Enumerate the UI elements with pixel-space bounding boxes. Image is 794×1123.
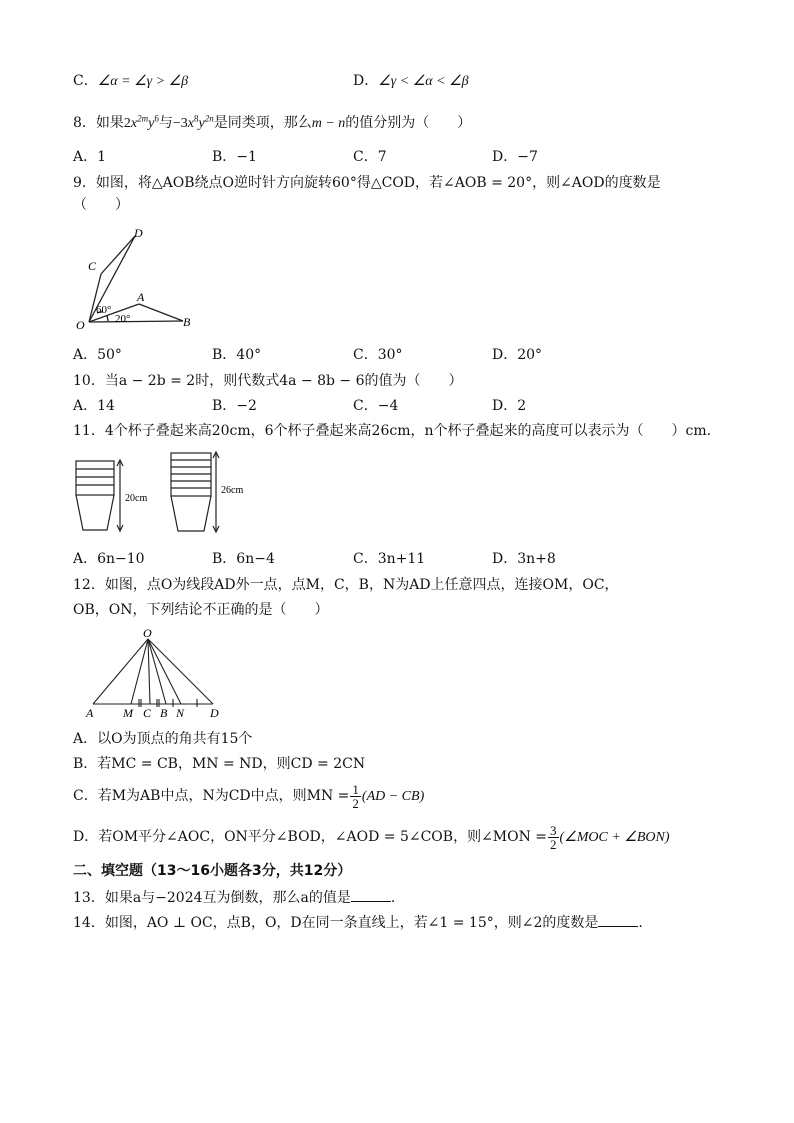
q12-line-on: [148, 639, 181, 704]
q12-label-m: M: [123, 706, 133, 720]
q10-option-c: C．−4: [353, 398, 399, 414]
q9-label-60: 60°: [96, 304, 112, 316]
q11-option-c: C．3n+11: [353, 551, 426, 567]
q9-arc-20: [107, 316, 108, 321]
q12-option-c-fraction: $\frac{1}{2}$: [352, 781, 359, 811]
q11-label-20cm: 20cm: [125, 493, 148, 504]
q12-line-od: [148, 639, 213, 704]
q13-stem: 13．如果a与−2024互为倒数，那么a的值是 .: [73, 887, 395, 908]
q7-option-c: C．∠α = ∠γ > ∠β: [73, 73, 189, 89]
q12-label-d: D: [210, 706, 219, 720]
q7-option-d: D．∠γ < ∠α < ∠β: [353, 73, 469, 89]
q8-option-b: B．−1: [212, 149, 257, 165]
q8-option-a: A．1: [73, 149, 107, 165]
q12-label-c: C: [143, 706, 152, 720]
q10-option-a: A．14: [73, 398, 115, 414]
q9-paren: （ ）: [73, 197, 129, 213]
q12-option-d-fraction: $\frac{3}{2}$: [550, 822, 557, 852]
q12-option-c: C．若M为AB中点，N为CD中点，则MN = $\frac{1}{2}$ (AD − CB): [73, 781, 425, 811]
q11-cup-base-right: [171, 496, 211, 531]
q12-stem-line2: OB，ON，下列结论不正确的是（ ）: [73, 602, 329, 618]
section-2-title: 二、填空题（13～16小题各3分，共12分）: [73, 863, 352, 879]
q11-stem: 11．4个杯子叠起来高20cm，6个杯子叠起来高26cm，n个杯子叠起来的高度可以表示为（ ）cm.: [73, 423, 712, 439]
q9-option-a: A．50°: [73, 347, 122, 363]
q10-stem: 10．当a − 2b = 2时，则代数式4a − 8b − 6的值为（ ）: [73, 373, 463, 389]
q9-label-o: O: [76, 318, 85, 332]
q11-figure: [73, 448, 258, 538]
q9-stem: 9．如图，将△AOB绕点O逆时针方向旋转60°得△COD，若∠AOB = 20°，则∠AOD的度数是: [73, 175, 661, 191]
q12-label-b: B: [160, 706, 168, 720]
q12-label-n: N: [176, 706, 185, 720]
q12-option-a: A．以O为顶点的角共有15个: [73, 731, 253, 747]
q8-option-c: C．7: [353, 149, 387, 165]
q12-figure: [73, 624, 233, 724]
q8-stem: 8．如果$2x^{2m}y^6$与$-3x^8y^{2n}$是同类项，那么m − n的值分别为（ ）: [73, 113, 472, 131]
q14-stem: 14．如图，AO ⊥ OC，点B，O，D在同一条直线上，若∠1 = 15°，则∠2的度数是 .: [73, 912, 643, 933]
q12-stem-line1: 12．如图，点O为线段AD外一点，点M，C，B，N为AD上任意四点，连接OM，OC，: [73, 577, 619, 593]
q11-cup-stack-left: [76, 461, 114, 495]
q10-option-b: B．−2: [212, 398, 257, 414]
q9-label-20: 20°: [115, 313, 131, 325]
q12-label-a: A: [86, 706, 94, 720]
q9-line-ab: [139, 304, 183, 321]
q13-answer-blank[interactable]: [351, 887, 391, 902]
q9-label-d: D: [134, 226, 143, 240]
q9-option-d: D．20°: [492, 347, 543, 363]
q11-label-26cm: 26cm: [221, 485, 244, 496]
q9-label-b: B: [183, 315, 191, 329]
q12-option-b: B．若MC = CB，MN = ND，则CD = 2CN: [73, 756, 366, 772]
q9-label-c: C: [88, 259, 97, 273]
q12-option-d: D．若OM平分∠AOC，ON平分∠BOD，∠AOD = 5∠COB，则∠MON = $\frac{3}{2}$ (∠MOC + ∠BON): [73, 822, 670, 852]
q9-label-a: A: [137, 290, 145, 304]
q8-option-d: D．−7: [492, 149, 538, 165]
q11-option-d: D．3n+8: [492, 551, 556, 567]
q11-cup-base-left: [76, 495, 114, 530]
q14-answer-blank[interactable]: [598, 912, 638, 927]
q10-option-d: D．2: [492, 398, 527, 414]
q12-label-o: O: [143, 626, 152, 640]
q12-line-oc: [148, 639, 150, 704]
q9-figure: [73, 224, 191, 334]
q9-option-c: C．30°: [353, 347, 403, 363]
q9-option-b: B．40°: [212, 347, 262, 363]
q9-line-ob: [89, 321, 183, 322]
q11-option-b: B．6n−4: [212, 551, 275, 567]
q11-option-a: A．6n−10: [73, 551, 145, 567]
